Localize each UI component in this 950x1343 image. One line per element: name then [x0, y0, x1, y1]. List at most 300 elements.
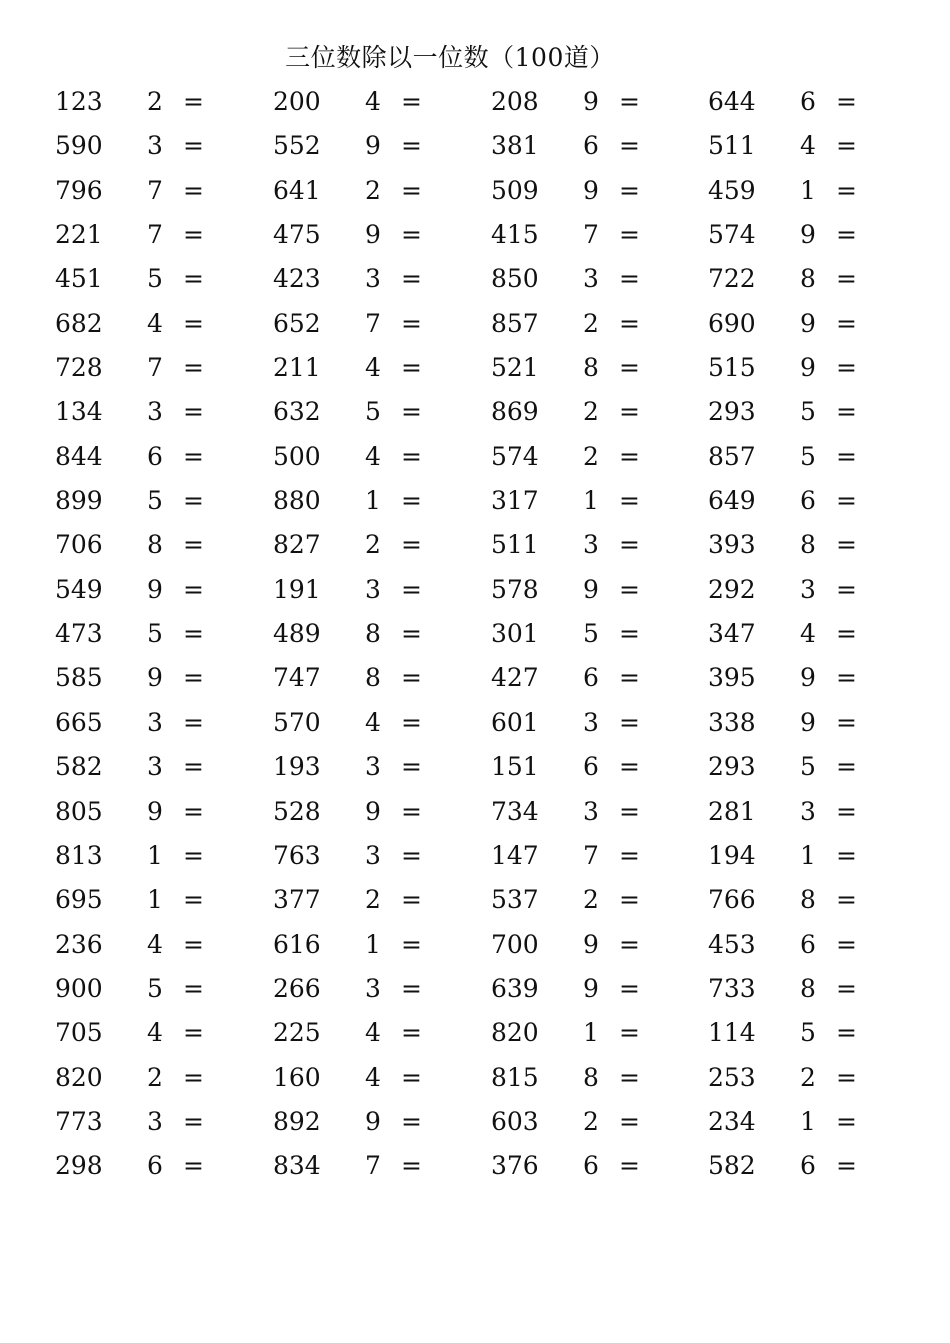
division-problem: [708, 1011, 908, 1055]
problem-row: [0, 124, 950, 168]
division-problem: [55, 701, 255, 745]
divisor: 3: [365, 574, 381, 604]
equals-sign: =: [619, 707, 640, 737]
equals-sign: =: [183, 619, 204, 649]
division-problem: [491, 80, 691, 124]
equals-sign: =: [401, 530, 422, 560]
equals-sign: =: [619, 175, 640, 205]
divisor: 9: [147, 663, 163, 693]
dividend: 114: [708, 1018, 756, 1048]
problem-row: [0, 479, 950, 523]
dividend: 632: [273, 397, 321, 427]
dividend: 301: [491, 619, 539, 649]
division-problem: [491, 479, 691, 523]
divisor: 9: [365, 1106, 381, 1136]
dividend: 134: [55, 397, 103, 427]
equals-sign: =: [836, 308, 857, 338]
dividend: 515: [708, 353, 756, 383]
divisor: 3: [147, 397, 163, 427]
equals-sign: =: [183, 308, 204, 338]
dividend: 509: [491, 175, 539, 205]
dividend: 639: [491, 973, 539, 1003]
division-problem: [273, 701, 473, 745]
divisor: 7: [583, 840, 599, 870]
equals-sign: =: [619, 1106, 640, 1136]
division-problem: [491, 1056, 691, 1100]
dividend: 528: [273, 796, 321, 826]
divisor: 2: [800, 1062, 816, 1092]
divisor: 4: [147, 929, 163, 959]
equals-sign: =: [836, 1062, 857, 1092]
dividend: 549: [55, 574, 103, 604]
equals-sign: =: [183, 574, 204, 604]
dividend: 376: [491, 1151, 539, 1181]
divisor: 5: [147, 619, 163, 649]
dividend: 338: [708, 707, 756, 737]
divisor: 8: [147, 530, 163, 560]
divisor: 1: [583, 1018, 599, 1048]
divisor: 6: [800, 929, 816, 959]
page-title: 三位数除以一位数（100道）: [285, 43, 615, 72]
division-problem: [491, 834, 691, 878]
dividend: 582: [708, 1151, 756, 1181]
division-problem: [491, 257, 691, 301]
dividend: 236: [55, 929, 103, 959]
equals-sign: =: [836, 929, 857, 959]
dividend: 570: [273, 707, 321, 737]
equals-sign: =: [836, 175, 857, 205]
division-problem: [273, 80, 473, 124]
equals-sign: =: [619, 574, 640, 604]
divisor: 6: [583, 752, 599, 782]
division-problem: [55, 923, 255, 967]
division-problem: [491, 1144, 691, 1188]
divisor: 9: [365, 220, 381, 250]
division-problem: [55, 213, 255, 257]
equals-sign: =: [619, 264, 640, 294]
problem-row: [0, 1011, 950, 1055]
equals-sign: =: [619, 353, 640, 383]
equals-sign: =: [183, 397, 204, 427]
division-problem: [55, 390, 255, 434]
equals-sign: =: [619, 220, 640, 250]
dividend: 574: [491, 441, 539, 471]
dividend: 578: [491, 574, 539, 604]
equals-sign: =: [183, 929, 204, 959]
divisor: 7: [147, 175, 163, 205]
dividend: 601: [491, 707, 539, 737]
dividend: 347: [708, 619, 756, 649]
divisor: 4: [800, 131, 816, 161]
divisor: 6: [800, 486, 816, 516]
divisor: 4: [147, 308, 163, 338]
problem-row: [0, 612, 950, 656]
division-problem: [55, 479, 255, 523]
division-problem: [55, 612, 255, 656]
equals-sign: =: [401, 353, 422, 383]
equals-sign: =: [836, 87, 857, 116]
division-problem: [708, 923, 908, 967]
equals-sign: =: [619, 885, 640, 915]
divisor: 6: [583, 131, 599, 161]
dividend: 820: [491, 1018, 539, 1048]
division-problem: [273, 745, 473, 789]
division-problem: [708, 878, 908, 922]
division-problem: [708, 169, 908, 213]
dividend: 603: [491, 1106, 539, 1136]
problem-row: [0, 878, 950, 922]
divisor: 2: [583, 397, 599, 427]
dividend: 191: [273, 574, 321, 604]
equals-sign: =: [183, 752, 204, 782]
dividend: 200: [273, 87, 321, 116]
equals-sign: =: [401, 707, 422, 737]
equals-sign: =: [401, 308, 422, 338]
problem-row: [0, 967, 950, 1011]
division-problem: [708, 346, 908, 390]
division-problem: [491, 435, 691, 479]
divisor: 4: [365, 87, 381, 116]
dividend: 552: [273, 131, 321, 161]
dividend: 393: [708, 530, 756, 560]
division-problem: [55, 745, 255, 789]
dividend: 722: [708, 264, 756, 294]
problem-row: [0, 435, 950, 479]
dividend: 475: [273, 220, 321, 250]
division-problem: [273, 1100, 473, 1144]
divisor: 2: [365, 885, 381, 915]
dividend: 644: [708, 87, 756, 116]
equals-sign: =: [619, 752, 640, 782]
divisor: 5: [147, 264, 163, 294]
division-problem: [55, 257, 255, 301]
division-problem: [491, 745, 691, 789]
equals-sign: =: [183, 131, 204, 161]
problem-row: [0, 346, 950, 390]
dividend: 582: [55, 752, 103, 782]
division-problem: [55, 656, 255, 700]
equals-sign: =: [619, 441, 640, 471]
dividend: 766: [708, 885, 756, 915]
equals-sign: =: [401, 929, 422, 959]
dividend: 298: [55, 1151, 103, 1181]
division-problem: [55, 523, 255, 567]
equals-sign: =: [619, 619, 640, 649]
division-problem: [273, 923, 473, 967]
problem-row: [0, 745, 950, 789]
division-problem: [273, 257, 473, 301]
dividend: 695: [55, 885, 103, 915]
divisor: 1: [365, 486, 381, 516]
dividend: 317: [491, 486, 539, 516]
division-problem: [491, 878, 691, 922]
equals-sign: =: [619, 87, 640, 116]
equals-sign: =: [619, 840, 640, 870]
equals-sign: =: [183, 87, 204, 116]
equals-sign: =: [836, 353, 857, 383]
divisor: 2: [583, 308, 599, 338]
equals-sign: =: [183, 840, 204, 870]
dividend: 869: [491, 397, 539, 427]
problem-row: [0, 169, 950, 213]
equals-sign: =: [401, 1151, 422, 1181]
division-problem: [55, 568, 255, 612]
division-problem: [708, 435, 908, 479]
division-problem: [55, 124, 255, 168]
divisor: 9: [583, 929, 599, 959]
equals-sign: =: [836, 1106, 857, 1136]
division-problem: [708, 479, 908, 523]
division-problem: [273, 967, 473, 1011]
equals-sign: =: [401, 486, 422, 516]
division-problem: [273, 302, 473, 346]
division-problem: [491, 390, 691, 434]
problem-row: [0, 923, 950, 967]
equals-sign: =: [836, 885, 857, 915]
divisor: 3: [365, 973, 381, 1003]
dividend: 805: [55, 796, 103, 826]
divisor: 8: [800, 885, 816, 915]
divisor: 5: [147, 486, 163, 516]
dividend: 728: [55, 353, 103, 383]
dividend: 700: [491, 929, 539, 959]
equals-sign: =: [401, 1106, 422, 1136]
equals-sign: =: [619, 1062, 640, 1092]
division-problem: [273, 124, 473, 168]
division-problem: [491, 169, 691, 213]
dividend: 281: [708, 796, 756, 826]
dividend: 857: [491, 308, 539, 338]
equals-sign: =: [401, 574, 422, 604]
division-problem: [273, 834, 473, 878]
dividend: 234: [708, 1106, 756, 1136]
dividend: 489: [273, 619, 321, 649]
problem-row: [0, 257, 950, 301]
dividend: 706: [55, 530, 103, 560]
division-problem: [491, 302, 691, 346]
dividend: 827: [273, 530, 321, 560]
divisor: 7: [583, 220, 599, 250]
dividend: 813: [55, 840, 103, 870]
division-problem: [708, 80, 908, 124]
dividend: 193: [273, 752, 321, 782]
equals-sign: =: [619, 1018, 640, 1048]
division-problem: [491, 523, 691, 567]
problem-row: [0, 302, 950, 346]
dividend: 850: [491, 264, 539, 294]
divisor: 3: [147, 1106, 163, 1136]
divisor: 5: [147, 973, 163, 1003]
problem-row: [0, 1144, 950, 1188]
division-problem: [708, 390, 908, 434]
dividend: 451: [55, 264, 103, 294]
equals-sign: =: [183, 175, 204, 205]
division-problem: [55, 302, 255, 346]
dividend: 194: [708, 840, 756, 870]
division-problem: [55, 1144, 255, 1188]
equals-sign: =: [401, 840, 422, 870]
equals-sign: =: [619, 929, 640, 959]
divisor: 6: [583, 663, 599, 693]
dividend: 473: [55, 619, 103, 649]
divisor: 3: [800, 796, 816, 826]
dividend: 705: [55, 1018, 103, 1048]
equals-sign: =: [836, 574, 857, 604]
division-problem: [273, 169, 473, 213]
dividend: 537: [491, 885, 539, 915]
dividend: 459: [708, 175, 756, 205]
division-problem: [55, 834, 255, 878]
division-problem: [708, 1144, 908, 1188]
division-problem: [55, 790, 255, 834]
divisor: 3: [147, 707, 163, 737]
divisor: 9: [365, 131, 381, 161]
division-problem: [491, 923, 691, 967]
equals-sign: =: [401, 752, 422, 782]
divisor: 5: [365, 397, 381, 427]
divisor: 8: [800, 973, 816, 1003]
dividend: 377: [273, 885, 321, 915]
dividend: 225: [273, 1018, 321, 1048]
problem-row: [0, 790, 950, 834]
divisor: 3: [583, 530, 599, 560]
divisor: 9: [800, 220, 816, 250]
divisor: 4: [365, 441, 381, 471]
dividend: 900: [55, 973, 103, 1003]
dividend: 844: [55, 441, 103, 471]
equals-sign: =: [183, 707, 204, 737]
equals-sign: =: [401, 131, 422, 161]
dividend: 453: [708, 929, 756, 959]
divisor: 5: [800, 397, 816, 427]
divisor: 7: [365, 1151, 381, 1181]
division-problem: [273, 568, 473, 612]
divisor: 6: [800, 1151, 816, 1181]
dividend: 616: [273, 929, 321, 959]
problem-row: [0, 523, 950, 567]
dividend: 160: [273, 1062, 321, 1092]
division-problem: [491, 967, 691, 1011]
dividend: 381: [491, 131, 539, 161]
division-problem: [708, 745, 908, 789]
equals-sign: =: [183, 663, 204, 693]
divisor: 8: [365, 663, 381, 693]
equals-sign: =: [619, 796, 640, 826]
divisor: 5: [800, 441, 816, 471]
dividend: 427: [491, 663, 539, 693]
divisor: 4: [365, 353, 381, 383]
divisor: 7: [365, 308, 381, 338]
divisor: 6: [147, 441, 163, 471]
division-problem: [273, 390, 473, 434]
dividend: 857: [708, 441, 756, 471]
divisor: 1: [365, 929, 381, 959]
equals-sign: =: [401, 1062, 422, 1092]
dividend: 293: [708, 752, 756, 782]
equals-sign: =: [183, 1018, 204, 1048]
division-problem: [491, 568, 691, 612]
equals-sign: =: [836, 619, 857, 649]
divisor: 9: [583, 175, 599, 205]
problem-grid: [0, 80, 950, 1189]
equals-sign: =: [836, 220, 857, 250]
division-problem: [273, 878, 473, 922]
equals-sign: =: [836, 264, 857, 294]
equals-sign: =: [183, 220, 204, 250]
equals-sign: =: [183, 796, 204, 826]
divisor: 4: [365, 1062, 381, 1092]
divisor: 8: [583, 1062, 599, 1092]
equals-sign: =: [401, 175, 422, 205]
dividend: 763: [273, 840, 321, 870]
dividend: 796: [55, 175, 103, 205]
division-problem: [273, 1011, 473, 1055]
division-problem: [55, 80, 255, 124]
dividend: 665: [55, 707, 103, 737]
dividend: 521: [491, 353, 539, 383]
division-problem: [708, 834, 908, 878]
dividend: 208: [491, 87, 539, 116]
divisor: 3: [583, 796, 599, 826]
dividend: 733: [708, 973, 756, 1003]
equals-sign: =: [183, 885, 204, 915]
equals-sign: =: [183, 530, 204, 560]
dividend: 880: [273, 486, 321, 516]
divisor: 1: [800, 840, 816, 870]
divisor: 7: [147, 353, 163, 383]
divisor: 2: [365, 530, 381, 560]
equals-sign: =: [183, 441, 204, 471]
equals-sign: =: [836, 796, 857, 826]
equals-sign: =: [836, 752, 857, 782]
divisor: 3: [147, 752, 163, 782]
equals-sign: =: [836, 530, 857, 560]
dividend: 773: [55, 1106, 103, 1136]
divisor: 8: [365, 619, 381, 649]
division-problem: [55, 878, 255, 922]
dividend: 500: [273, 441, 321, 471]
dividend: 253: [708, 1062, 756, 1092]
dividend: 652: [273, 308, 321, 338]
divisor: 9: [365, 796, 381, 826]
problem-row: [0, 656, 950, 700]
divisor: 8: [583, 353, 599, 383]
divisor: 9: [583, 574, 599, 604]
equals-sign: =: [619, 397, 640, 427]
division-problem: [273, 479, 473, 523]
equals-sign: =: [401, 796, 422, 826]
divisor: 4: [365, 1018, 381, 1048]
divisor: 1: [583, 486, 599, 516]
dividend: 682: [55, 308, 103, 338]
division-problem: [491, 124, 691, 168]
dividend: 293: [708, 397, 756, 427]
equals-sign: =: [401, 264, 422, 294]
division-problem: [491, 1011, 691, 1055]
division-problem: [273, 213, 473, 257]
equals-sign: =: [836, 973, 857, 1003]
equals-sign: =: [836, 663, 857, 693]
division-problem: [708, 656, 908, 700]
divisor: 1: [147, 885, 163, 915]
equals-sign: =: [401, 397, 422, 427]
divisor: 7: [147, 220, 163, 250]
division-problem: [491, 346, 691, 390]
division-problem: [708, 790, 908, 834]
equals-sign: =: [836, 397, 857, 427]
problem-row: [0, 213, 950, 257]
division-problem: [273, 435, 473, 479]
